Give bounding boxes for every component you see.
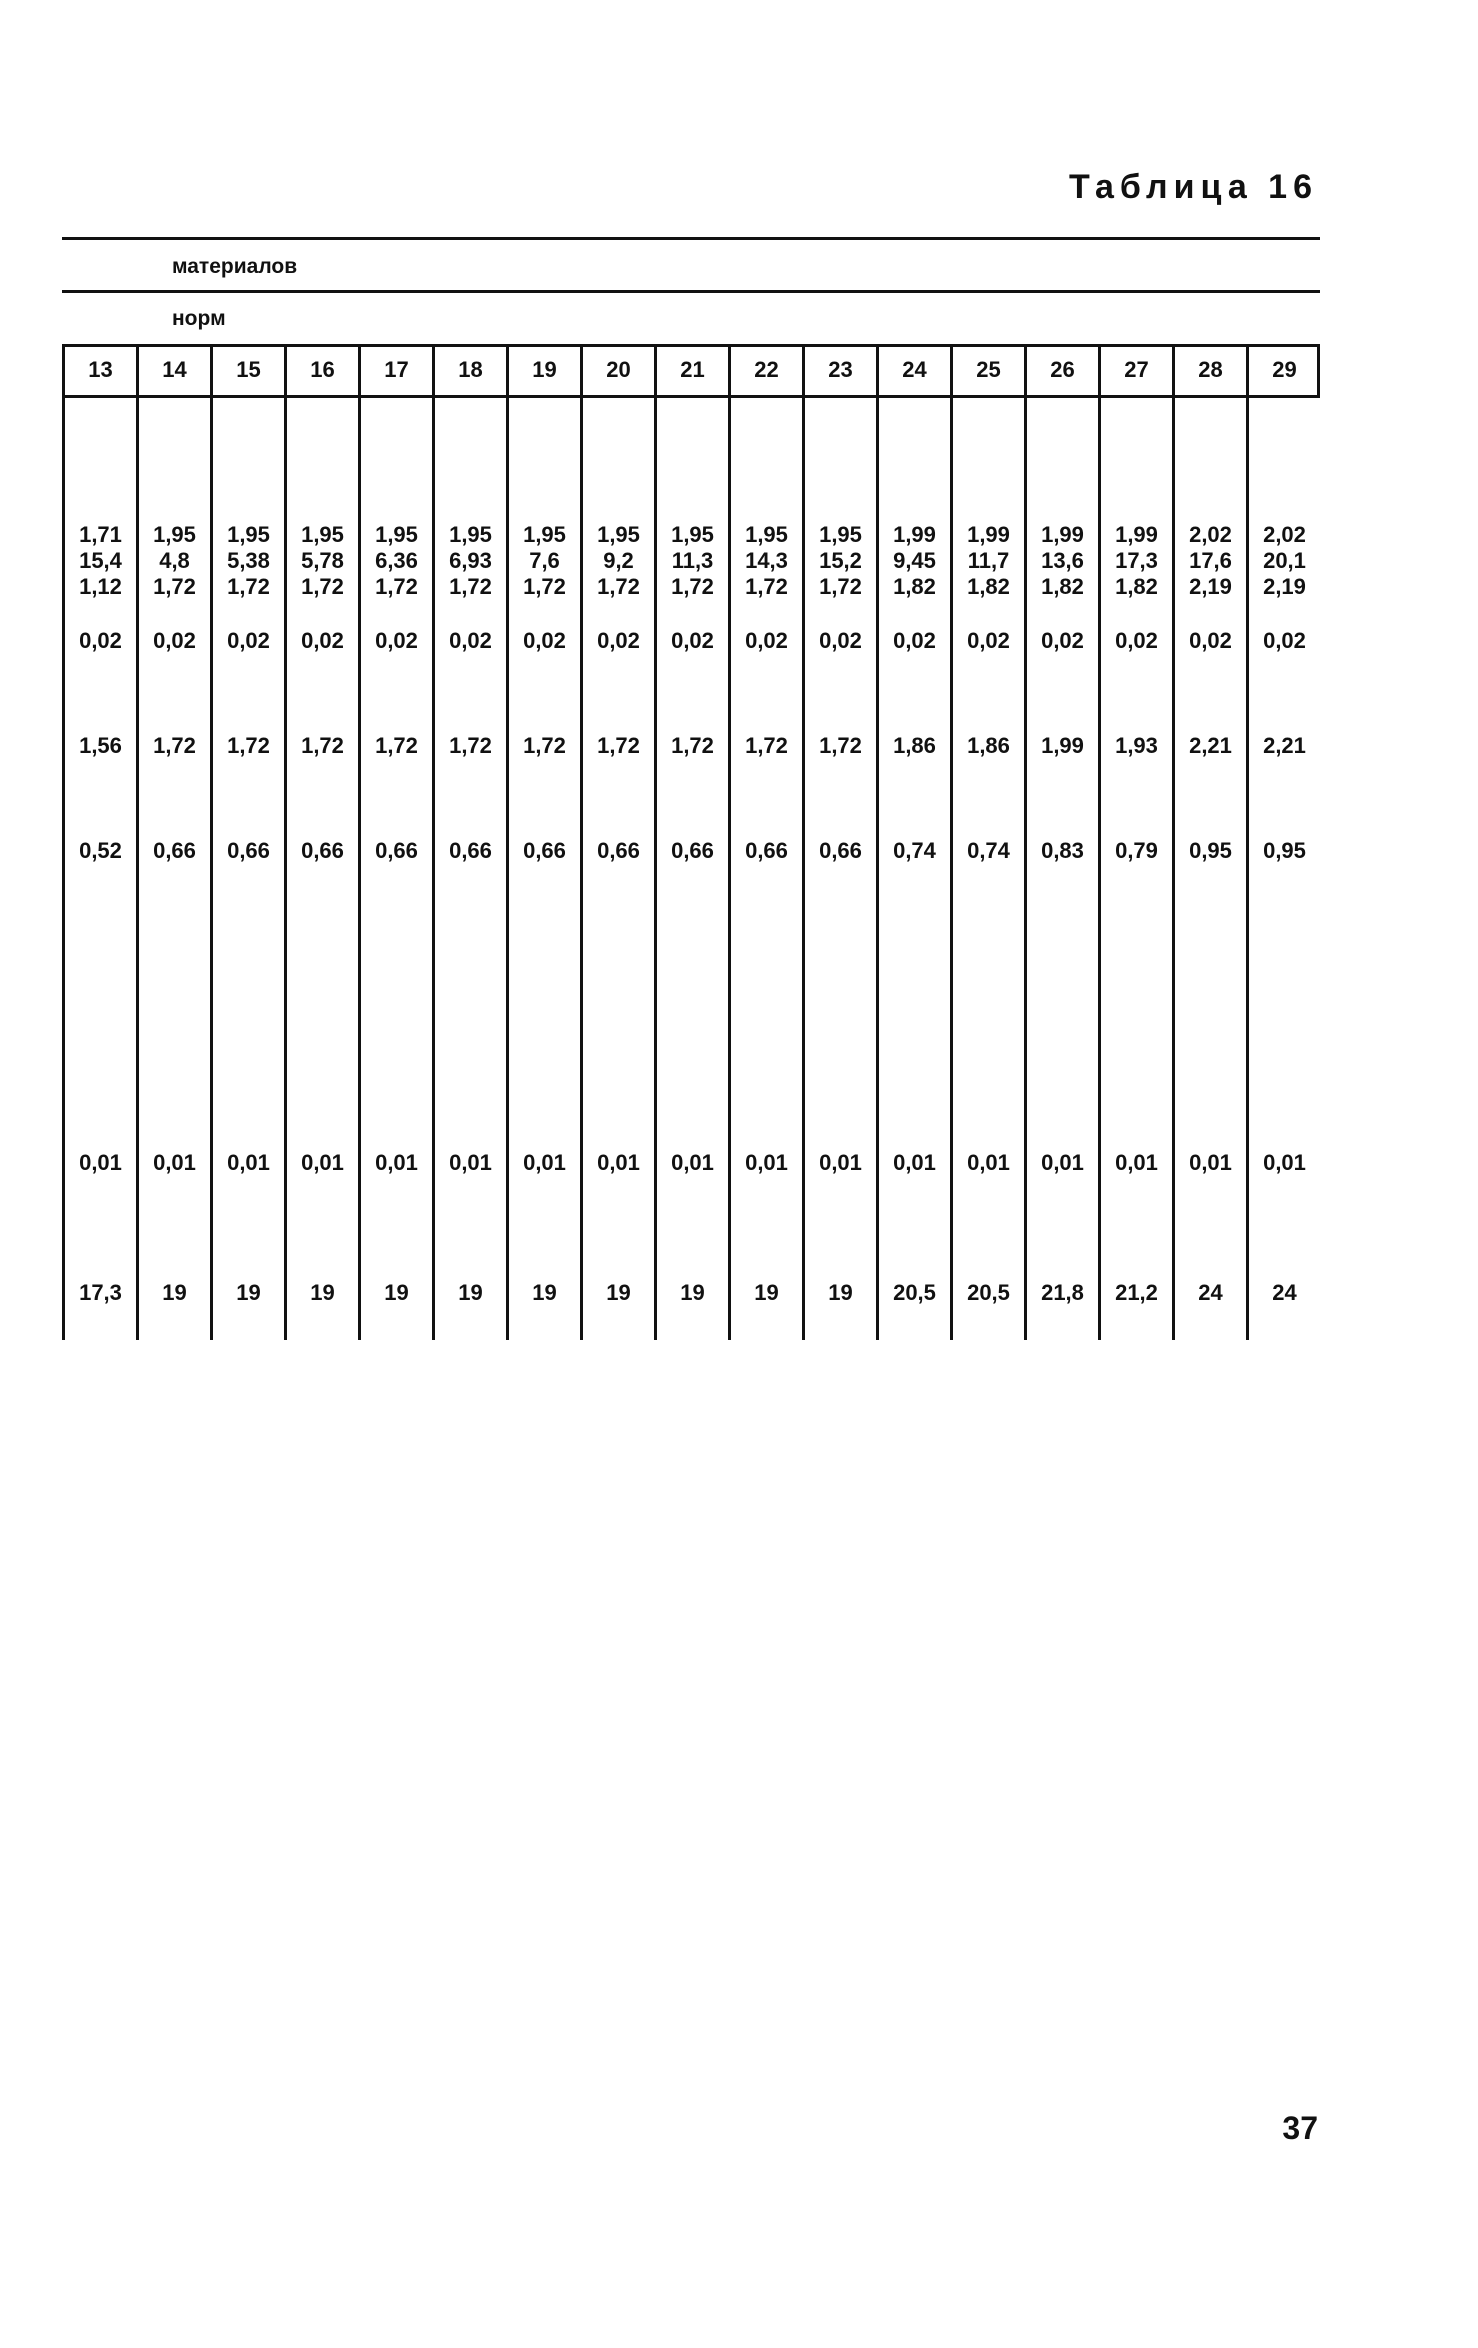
table-cell: 2,19 xyxy=(1189,574,1232,599)
table-cell: 1,72 xyxy=(449,733,492,758)
table-cell: 1,56 xyxy=(79,733,122,758)
table-column xyxy=(950,345,1024,1340)
table-cell: 0,79 xyxy=(1115,838,1158,863)
table-cell: 1,72 xyxy=(597,574,640,599)
table-cell: 19 xyxy=(754,1280,779,1305)
table-cell: 1,72 xyxy=(523,733,566,758)
table-column xyxy=(1098,345,1172,1340)
table-cell: 19 xyxy=(606,1280,631,1305)
table-cell: 1,95 xyxy=(745,522,788,547)
table-cell: 0,02 xyxy=(967,628,1010,653)
table-cell: 9,45 xyxy=(893,548,936,573)
column-number: 14 xyxy=(162,357,187,382)
table-cell: 20,5 xyxy=(967,1280,1010,1305)
table-cell: 1,99 xyxy=(1041,733,1084,758)
table-cell: 19 xyxy=(680,1280,705,1305)
table-cell: 1,86 xyxy=(893,733,936,758)
table-cell: 2,02 xyxy=(1263,522,1306,547)
table-cell: 1,72 xyxy=(153,733,196,758)
column-number: 13 xyxy=(88,357,113,382)
table-cell: 1,95 xyxy=(301,522,344,547)
table-cell: 1,72 xyxy=(745,574,788,599)
table-cell: 6,36 xyxy=(375,548,418,573)
table-cell: 1,72 xyxy=(227,574,270,599)
table-cell: 1,99 xyxy=(1041,522,1084,547)
table-cell: 0,66 xyxy=(819,838,862,863)
table-right-border xyxy=(1317,345,1320,395)
table-cell: 1,72 xyxy=(375,574,418,599)
table-cell: 0,74 xyxy=(967,838,1010,863)
table-cell: 0,66 xyxy=(597,838,640,863)
table-cell: 0,02 xyxy=(1263,628,1306,653)
table-cell: 1,86 xyxy=(967,733,1010,758)
table-cell: 0,01 xyxy=(523,1150,566,1175)
table-cell: 0,66 xyxy=(153,838,196,863)
table-cell: 1,72 xyxy=(227,733,270,758)
table-cell: 11,3 xyxy=(671,548,714,573)
table-cell: 1,82 xyxy=(893,574,936,599)
column-number: 26 xyxy=(1050,357,1075,382)
table-cell: 21,2 xyxy=(1115,1280,1158,1305)
column-number: 17 xyxy=(384,357,409,382)
table-cell: 0,01 xyxy=(1115,1150,1158,1175)
table-cell: 7,6 xyxy=(529,548,560,573)
table-cell: 1,93 xyxy=(1115,733,1158,758)
table-cell: 1,95 xyxy=(819,522,862,547)
table-cell: 0,02 xyxy=(745,628,788,653)
table-column xyxy=(1246,345,1320,1340)
table-cell: 0,01 xyxy=(893,1150,936,1175)
rule-materials xyxy=(62,290,1320,293)
table-cell: 1,72 xyxy=(597,733,640,758)
table-cell: 0,01 xyxy=(967,1150,1010,1175)
table-cell: 9,2 xyxy=(603,548,634,573)
column-number: 20 xyxy=(606,357,631,382)
table-cell: 0,95 xyxy=(1189,838,1232,863)
table-cell: 1,72 xyxy=(153,574,196,599)
table-cell: 0,66 xyxy=(227,838,270,863)
column-number: 18 xyxy=(458,357,483,382)
table-column xyxy=(210,345,284,1340)
table-column xyxy=(728,345,802,1340)
table-cell: 0,66 xyxy=(301,838,344,863)
table-cell: 0,01 xyxy=(597,1150,640,1175)
data-table xyxy=(62,345,1320,1340)
table-cell: 1,95 xyxy=(449,522,492,547)
table-cell: 0,66 xyxy=(745,838,788,863)
table-cell: 19 xyxy=(828,1280,853,1305)
table-cell: 1,12 xyxy=(79,574,122,599)
table-column xyxy=(876,345,950,1340)
table-cell: 1,99 xyxy=(893,522,936,547)
table-cell: 13,6 xyxy=(1041,548,1084,573)
table-column xyxy=(1172,345,1246,1340)
table-cell: 0,02 xyxy=(597,628,640,653)
table-cell: 0,01 xyxy=(1189,1150,1232,1175)
column-number: 19 xyxy=(532,357,557,382)
table-cell: 17,6 xyxy=(1189,548,1232,573)
table-cell: 19 xyxy=(236,1280,261,1305)
column-number: 25 xyxy=(976,357,1001,382)
table-column xyxy=(432,345,506,1340)
table-cell: 2,21 xyxy=(1263,733,1306,758)
table-cell: 0,66 xyxy=(449,838,492,863)
table-cell: 1,95 xyxy=(671,522,714,547)
table-cell: 0,01 xyxy=(227,1150,270,1175)
table-cell: 19 xyxy=(532,1280,557,1305)
page-number: 37 xyxy=(1282,2110,1318,2146)
column-number: 16 xyxy=(310,357,335,382)
column-number: 21 xyxy=(680,357,705,382)
table-column xyxy=(284,345,358,1340)
table-cell: 2,19 xyxy=(1263,574,1306,599)
table-cell: 0,01 xyxy=(153,1150,196,1175)
table-cell: 1,99 xyxy=(1115,522,1158,547)
table-cell: 1,82 xyxy=(1115,574,1158,599)
table-cell: 1,72 xyxy=(523,574,566,599)
table-cell: 1,99 xyxy=(967,522,1010,547)
table-cell: 6,93 xyxy=(449,548,492,573)
table-cell: 1,95 xyxy=(523,522,566,547)
table-cell: 15,4 xyxy=(79,548,122,573)
column-number: 22 xyxy=(754,357,779,382)
table-cell: 1,95 xyxy=(375,522,418,547)
table-cell: 0,02 xyxy=(893,628,936,653)
table-cell: 0,01 xyxy=(375,1150,418,1175)
column-number: 28 xyxy=(1198,357,1223,382)
norms-label: норм xyxy=(172,307,226,330)
table-cell: 0,02 xyxy=(523,628,566,653)
table-cell: 1,72 xyxy=(301,733,344,758)
table-cell: 14,3 xyxy=(745,548,788,573)
table-cell: 0,01 xyxy=(745,1150,788,1175)
column-number: 23 xyxy=(828,357,853,382)
table-cell: 19 xyxy=(458,1280,483,1305)
table-cell: 2,02 xyxy=(1189,522,1232,547)
table-cell: 24 xyxy=(1272,1280,1297,1305)
table-cell: 0,66 xyxy=(375,838,418,863)
table-cell: 0,01 xyxy=(301,1150,344,1175)
table-cell: 1,95 xyxy=(227,522,270,547)
table-cell: 0,66 xyxy=(671,838,714,863)
table-cell: 20,5 xyxy=(893,1280,936,1305)
table-cell: 1,72 xyxy=(819,574,862,599)
table-cell: 1,72 xyxy=(671,733,714,758)
table-cell: 0,02 xyxy=(227,628,270,653)
table-cell: 1,71 xyxy=(79,522,122,547)
table-cell: 0,02 xyxy=(375,628,418,653)
table-cell: 0,02 xyxy=(1189,628,1232,653)
table-cell: 1,95 xyxy=(153,522,196,547)
column-number: 27 xyxy=(1124,357,1149,382)
table-cell: 1,95 xyxy=(597,522,640,547)
table-cell: 0,74 xyxy=(893,838,936,863)
table-cell: 19 xyxy=(384,1280,409,1305)
table-column xyxy=(62,345,136,1340)
table-cell: 0,02 xyxy=(301,628,344,653)
table-cell: 0,01 xyxy=(819,1150,862,1175)
table-column xyxy=(1024,345,1098,1340)
table-cell: 1,82 xyxy=(967,574,1010,599)
table-column xyxy=(654,345,728,1340)
table-cell: 21,8 xyxy=(1041,1280,1084,1305)
table-cell: 0,83 xyxy=(1041,838,1084,863)
table-column xyxy=(580,345,654,1340)
table-cell: 0,01 xyxy=(1041,1150,1084,1175)
table-cell: 0,01 xyxy=(671,1150,714,1175)
table-cell: 0,02 xyxy=(1041,628,1084,653)
table-cell: 24 xyxy=(1198,1280,1223,1305)
table-cell: 5,38 xyxy=(227,548,270,573)
column-number: 24 xyxy=(902,357,927,382)
table-cell: 17,3 xyxy=(79,1280,122,1305)
table-cell: 5,78 xyxy=(301,548,344,573)
table-cell: 4,8 xyxy=(159,548,190,573)
table-cell: 0,02 xyxy=(819,628,862,653)
table-cell: 17,3 xyxy=(1115,548,1158,573)
table-column xyxy=(358,345,432,1340)
materials-label: материалов xyxy=(172,255,298,278)
table-cell: 15,2 xyxy=(819,548,862,573)
table-cell: 0,02 xyxy=(1115,628,1158,653)
table-column xyxy=(506,345,580,1340)
column-number: 15 xyxy=(236,357,261,382)
table-cell: 0,95 xyxy=(1263,838,1306,863)
table-cell: 11,7 xyxy=(967,548,1010,573)
table-cell: 0,66 xyxy=(523,838,566,863)
table-cell: 0,02 xyxy=(153,628,196,653)
table-cell: 0,02 xyxy=(449,628,492,653)
table-cell: 2,21 xyxy=(1189,733,1232,758)
table-cell: 1,72 xyxy=(375,733,418,758)
table-cell: 0,01 xyxy=(449,1150,492,1175)
rule-top xyxy=(62,237,1320,240)
table-cell: 1,72 xyxy=(745,733,788,758)
table-cell: 1,72 xyxy=(449,574,492,599)
table-cell: 0,52 xyxy=(79,838,122,863)
table-cell: 0,01 xyxy=(79,1150,122,1175)
table-title: Таблица 16 xyxy=(1069,168,1318,206)
table-cell: 1,72 xyxy=(671,574,714,599)
table-cell: 20,1 xyxy=(1263,548,1306,573)
table-cell: 1,82 xyxy=(1041,574,1084,599)
table-cell: 1,72 xyxy=(301,574,344,599)
table-column xyxy=(802,345,876,1340)
table-cell: 19 xyxy=(310,1280,335,1305)
table-cell: 0,02 xyxy=(671,628,714,653)
column-number: 29 xyxy=(1272,357,1297,382)
table-cell: 0,01 xyxy=(1263,1150,1306,1175)
table-cell: 1,72 xyxy=(819,733,862,758)
table-cell: 0,02 xyxy=(79,628,122,653)
table-column xyxy=(136,345,210,1340)
table-cell: 19 xyxy=(162,1280,187,1305)
